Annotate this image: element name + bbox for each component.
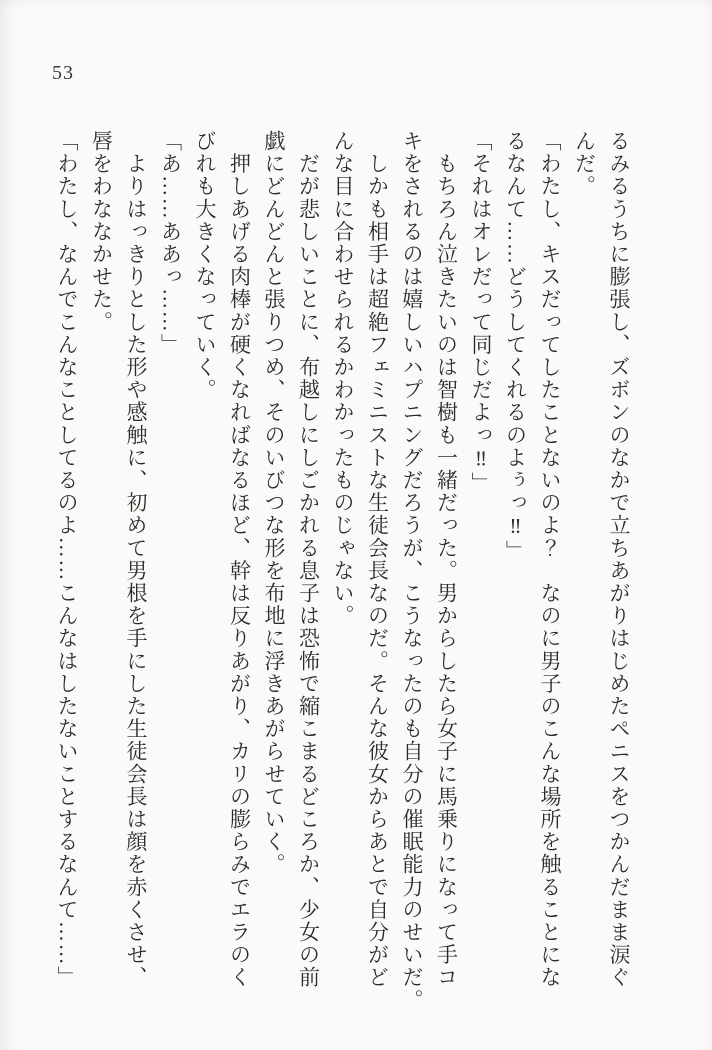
vertical-text-block [48,130,636,1030]
text-line: キをされるのは嬉しいハプニングだろうが、こうなったのも自分の催眠能力のせいだ。 [400,130,424,1012]
text-line: 戯にどんどんと張りつめ、そのいびつな形を布地に浮きあがらせていく。 [262,130,286,876]
text-line: んだ。 [572,130,597,198]
text-line: びれも大きくなっていく。 [193,130,217,402]
text-line: んな目に合わせられるかわかったものじゃない。 [331,130,355,628]
text-line: 押しあげる肉棒が硬くなればなるほど、幹は反りあがり、カリの膨らみでエラのく [227,130,252,989]
text-line: だが悲しいことに、布越しにしごかれる息子は恐怖で縮こまるどころか、少女の前 [296,130,321,989]
text-line: 「それはオレだって同じだよっ‼」 [469,130,493,495]
page-number: 53 [52,62,74,84]
text-line: るみるうちに膨張し、ズボンのなかで立ちあがりはじめたペニスをつかんだまま涙ぐ [607,130,631,989]
text-line: しかも相手は超絶フェミニストな生徒会長なのだ。そんな彼女からあとで自分がど [365,130,390,989]
text-line: 唇をわななかせた。 [89,130,114,334]
text-line: よりはっきりとした形や感触に、初めて男根を手にした生徒会長は顔を赤くさせ、 [124,130,148,989]
text-line: 「あ……ああっ……」 [158,130,183,356]
text-line: 「わたし、キスだってしたことないのよ？ なのに男子のこんな場所を触ることにな [538,130,562,989]
text-line: 「わたし、なんでこんなことしてるのよ……こんなはしたないことするなんて……」 [55,130,79,989]
text-line: もちろん泣きたいのは智樹も一緒だった。男からしたら女子に馬乗りになって手コ [434,130,459,989]
text-line: るなんて……どうしてくれるのよぅっ‼」 [503,130,528,563]
